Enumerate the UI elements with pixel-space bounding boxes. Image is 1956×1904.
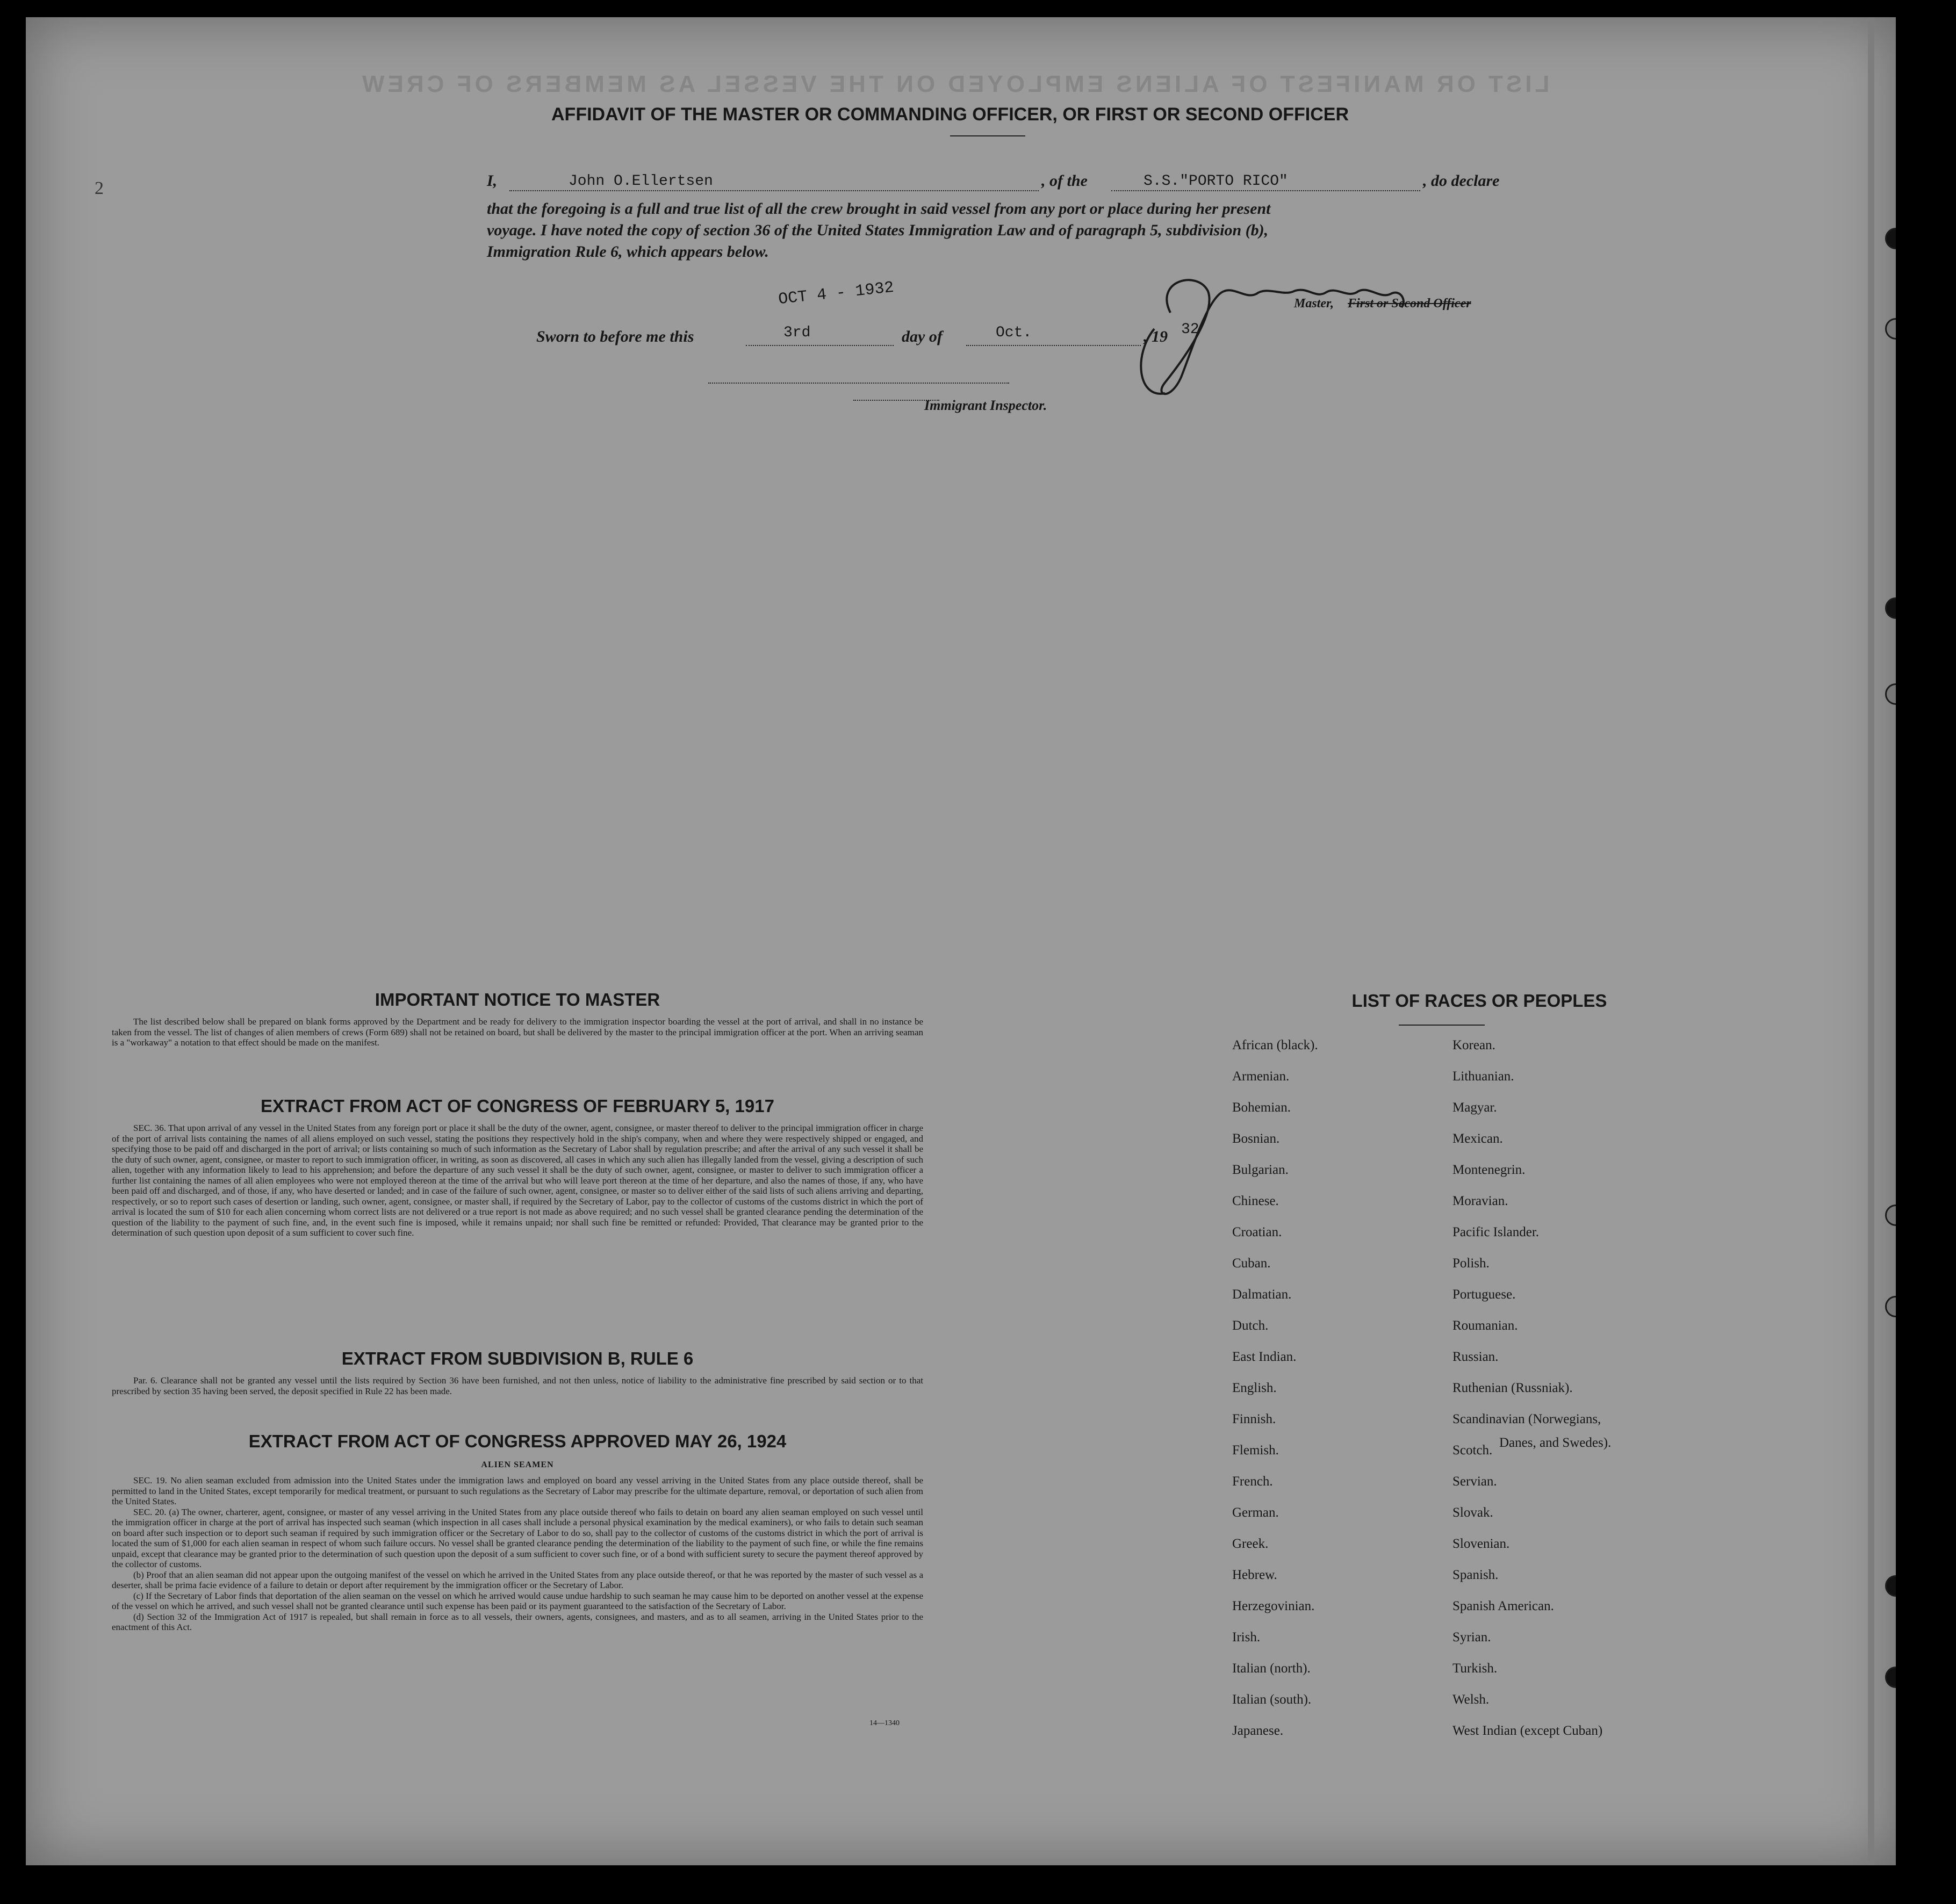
race-item: Hebrew.: [1232, 1568, 1277, 1582]
race-item: East Indian.: [1232, 1350, 1297, 1364]
race-item: English.: [1232, 1381, 1277, 1395]
extract-1924-paragraph: SEC. 20. (a) The owner, charterer, agent, consignee, or master of any vessel arriving in the United States from any place outside thereof who fails to detain on board any alien seaman employed on such vessel until the immigration officer in charge at the port of arrival has inspected such seaman (which inspection in all cases shall include a personal physical examination by the medical examiners), or who fails to detain such seaman on board after such inspection or to deport such seaman if required by such immigration officer or the Secretary of Labor to do so, shall pay to the collector of customs of the customs district in which the port of arrival is located the sum of $1,000 for each alien seaman in respect of whom such failure occurs. No vessel shall be granted clearance pending the determination of the liability to the payment of such fine, or while the fine remains unpaid, except that clearance may be granted prior to the determination of such question upon the deposit of a sum sufficient to cover such fine, or of a bond with sufficient surety to secure the payment thereof approved by the collector of customs.: [112, 1506, 923, 1569]
signature-scribble: [1122, 248, 1466, 409]
race-item: Polish.: [1452, 1256, 1490, 1271]
extract-1924-subtitle: ALIEN SEAMEN: [481, 1460, 554, 1469]
binder-hole: [1885, 1667, 1896, 1688]
date-stamp: OCT 4 - 1932: [777, 278, 895, 309]
margin-note: 2: [95, 178, 104, 198]
race-item: Servian.: [1452, 1474, 1497, 1489]
race-item: Finnish.: [1232, 1412, 1276, 1426]
day-of-label: day of: [902, 328, 943, 345]
affidavit-title: AFFIDAVIT OF THE MASTER OR COMMANDING OFFICER, OR FIRST OR SECOND OFFICER: [551, 104, 1349, 125]
race-item: Japanese.: [1232, 1723, 1284, 1738]
extract-1924-paragraph: SEC. 19. No alien seaman excluded from admission into the United States under the immigration laws and employed on board any vessel arriving in the United States from any place outside thereof, shall be permitted to land in the United States, except temporarily for medical treatment, or pursuant to such regulations as the Secretary of Labor may prescribe for the ultimate departure, removal, or deportation of such alien from the United States.: [112, 1475, 923, 1506]
affidavit-do-declare: , do declare: [1423, 172, 1500, 190]
form-number: 14—1340: [869, 1719, 900, 1727]
extract-1917-title: EXTRACT FROM ACT OF CONGRESS OF FEBRUARY 5, 1917: [261, 1096, 774, 1116]
race-item: Herzegovinian.: [1232, 1599, 1315, 1613]
affidavit-of-the: , of the: [1041, 172, 1088, 190]
binder-hole: [1885, 1296, 1896, 1317]
race-item: Dutch.: [1232, 1318, 1269, 1333]
race-item: Chinese.: [1232, 1194, 1279, 1208]
affidavit-line-4: Immigration Rule 6, which appears below.: [487, 243, 769, 261]
race-item: Croatian.: [1232, 1225, 1282, 1239]
race-item: Korean.: [1452, 1038, 1495, 1052]
race-item: West Indian (except Cuban): [1452, 1723, 1603, 1738]
extract-1924-paragraph: (d) Section 32 of the Immigration Act of 1917 is repealed, but shall remain in force as to all vessels, their owners, agents, consignees, and masters, and as to all seamen, arriving in the United States prior to the enactment of this Act.: [112, 1611, 923, 1632]
vessel-line: [1111, 190, 1420, 191]
race-item: Italian (south).: [1232, 1692, 1312, 1707]
race-item: Greek.: [1232, 1537, 1269, 1551]
master-name-line: [509, 190, 1039, 191]
inspector-signature-line: [708, 383, 1009, 384]
race-item: French.: [1232, 1474, 1273, 1489]
document-page: [26, 17, 1896, 1865]
notice-paragraph: The list described below shall be prepared on blank forms approved by the Department and be ready for delivery to the immigration inspector boarding the vessel at the port of arrival, and shall in no instance be taken from the vessel. The list of changes of alien members of crews (Form 689) shall not be retained on board, but shall be delivered by the master to the principal immigration officer at the port. When an arriving seaman is a "workaway" a notation to that effect should be made on the manifest.: [112, 1016, 923, 1048]
extract-rule6-title: EXTRACT FROM SUBDIVISION B, RULE 6: [341, 1348, 694, 1368]
race-item: Roumanian.: [1452, 1318, 1518, 1333]
race-item: Italian (north).: [1232, 1661, 1311, 1676]
master-name: John O.Ellertsen: [569, 173, 713, 190]
race-item: Irish.: [1232, 1630, 1261, 1645]
race-item: Bosnian.: [1232, 1131, 1280, 1146]
binder-hole: [1885, 683, 1896, 705]
vessel-name: S.S."PORTO RICO": [1144, 173, 1288, 190]
signature-struck-title: First or Second Officer: [1348, 297, 1471, 311]
binder-hole: [1885, 318, 1896, 340]
race-item: Turkish.: [1452, 1661, 1498, 1676]
race-item: Bohemian.: [1232, 1100, 1291, 1115]
race-item: Dalmatian.: [1232, 1287, 1292, 1302]
race-item: Montenegrin.: [1452, 1163, 1526, 1177]
race-item: Mexican.: [1452, 1131, 1503, 1146]
extract-1924-paragraph: (c) If the Secretary of Labor finds that deportation of the alien seaman on the vessel on which he arrived would cause undue hardship to such seaman he may cause him to be deported on another vessel at the expense of the vessel on which he arrived, and such vessel shall not be granted clearance until such expense has been paid or its payment guaranteed to the satisfaction of the Secretary of Labor.: [112, 1590, 923, 1611]
extract-1924-paragraph: (b) Proof that an alien seaman did not appear upon the outgoing manifest of the vessel on which he arrived in the United States from any place outside thereof, or that he was reported by the master of such vessel as a deserter, shall be prima facie evidence of a failure to detain or deport after requirement by the immigration officer or the Secretary of Labor.: [112, 1569, 923, 1590]
race-continuation: Danes, and Swedes).: [1499, 1436, 1612, 1450]
notice-title: IMPORTANT NOTICE TO MASTER: [375, 990, 660, 1009]
affidavit-line-3: voyage. I have noted the copy of section 36 of the United States Immigration Law and of paragraph 5, subdivision (b),: [487, 221, 1269, 239]
race-item: Armenian.: [1232, 1069, 1290, 1084]
signature-role: Master,: [1294, 297, 1334, 311]
race-item: Ruthenian (Russniak).: [1452, 1381, 1573, 1395]
month-line: [966, 345, 1141, 346]
page-edge: [1868, 17, 1874, 1865]
race-item: Bulgarian.: [1232, 1163, 1289, 1177]
extract-1917-paragraph: SEC. 36. That upon arrival of any vessel in the United States from any foreign port or place it shall be the duty of the owner, agent, consignee, or master thereof to deliver to the principal immigration officer in charge of the port of arrival lists containing the names of all aliens employed on such vessel, stating the positions they respectively hold in the ship's company, when and where they were respectively shipped or engaged, and specifying those to be paid off and discharged in the port of arrival; or lists containing so much of such information as the Secretary of Labor shall by regulation prescribe; and after the arrival of any such vessel it shall be the duty of such owner, agent, consignee, or master to report to such immigration officer, in writing, as soon as discovered, all cases in which any such alien has illegally landed from the vessel, giving a description of such alien, together with any information likely to lead to his apprehension; and before the departure of any such vessel it shall be the duty of such owner, agent, consignee, or master to deliver to such immigration officer a further list containing the names of all alien employees who were not employed thereon at the time of the arrival but who will leave port thereon at the time of her departure, and also the names of those, if any, who have been paid off and discharged, and of those, if any, who have deserted or landed; and in case of the failure of such owner, agent, consignee, or master so to deliver either of the said lists of such aliens arriving and departing, respectively, or so to report such cases of desertion or landing, such owner, agent, consignee, or master shall, if required by the Secretary of Labor, pay to the collector of customs of the customs district in which the port of arrival is located the sum of $10 for each alien concerning whom correct lists are not delivered or a true report is not made as above required; and no such vessel shall be granted clearance pending the determination of the question of the liability to the payment of such fine, and, in the event such fine is imposed, while it remains unpaid; nor shall such fine be remitted or refunded: Provided, That clearance may be granted prior to the determination of such question upon deposit of a sum sufficient to cover such fine.: [112, 1123, 923, 1238]
bleed-through-header: LIST OR MANIFEST OF ALIENS EMPLOYED ON THE VESSEL AS MEMBERS OF CREW: [359, 71, 1550, 97]
race-item: Magyar.: [1452, 1100, 1497, 1115]
day-line: [746, 345, 894, 346]
extract-rule6-paragraph: Par. 6. Clearance shall not be granted any vessel until the lists required by Section 36 have been furnished, and not then unless, notice of liability to the administrative fine prescribed by said section or to that prescribed by section 35 having been served, the deposit specified in Rule 22 has been made.: [112, 1375, 923, 1396]
extract-1924-title: EXTRACT FROM ACT OF CONGRESS APPROVED MAY 26, 1924: [248, 1431, 787, 1451]
race-item: Spanish American.: [1452, 1599, 1554, 1613]
extract-rule6-body: [112, 1375, 923, 1396]
sworn-label: Sworn to before me this: [536, 328, 694, 345]
race-item: Scandinavian (Norwegians,: [1452, 1412, 1601, 1426]
notice-body: [112, 1016, 923, 1048]
race-item: Syrian.: [1452, 1630, 1491, 1645]
race-item: Moravian.: [1452, 1194, 1508, 1208]
binder-hole: [1885, 597, 1896, 619]
race-item: Portuguese.: [1452, 1287, 1516, 1302]
race-item: Slovenian.: [1452, 1537, 1510, 1551]
races-title-underline: [1399, 1025, 1485, 1026]
affidavit-line-2: that the foregoing is a full and true list of all the crew brought in said vessel from any port or place during her present: [487, 200, 1271, 218]
race-item: Flemish.: [1232, 1443, 1279, 1458]
race-item: African (black).: [1232, 1038, 1318, 1052]
race-item: Cuban.: [1232, 1256, 1271, 1271]
binder-hole: [1885, 228, 1896, 249]
year-value: 32: [1181, 321, 1199, 338]
year-prefix: , 19: [1144, 328, 1168, 345]
race-item: Scotch.: [1452, 1443, 1493, 1458]
race-item: Lithuanian.: [1452, 1069, 1514, 1084]
race-item: Welsh.: [1452, 1692, 1490, 1707]
race-item: Slovak.: [1452, 1505, 1493, 1520]
inspector-label: Immigrant Inspector.: [924, 398, 1047, 413]
race-item: Spanish.: [1452, 1568, 1499, 1582]
month-value: Oct.: [996, 324, 1032, 341]
races-title: LIST OF RACES OR PEOPLES: [1351, 991, 1607, 1011]
race-item: Russian.: [1452, 1350, 1499, 1364]
binder-hole: [1885, 1575, 1896, 1597]
race-item: Pacific Islander.: [1452, 1225, 1540, 1239]
extract-1917-body: [112, 1123, 923, 1238]
affidavit-i-label: I,: [487, 172, 498, 190]
extract-1924-body: [112, 1475, 923, 1633]
day-value: 3rd: [783, 324, 811, 341]
race-item: German.: [1232, 1505, 1279, 1520]
title-underline: [950, 135, 1025, 136]
binder-hole: [1885, 1205, 1896, 1226]
